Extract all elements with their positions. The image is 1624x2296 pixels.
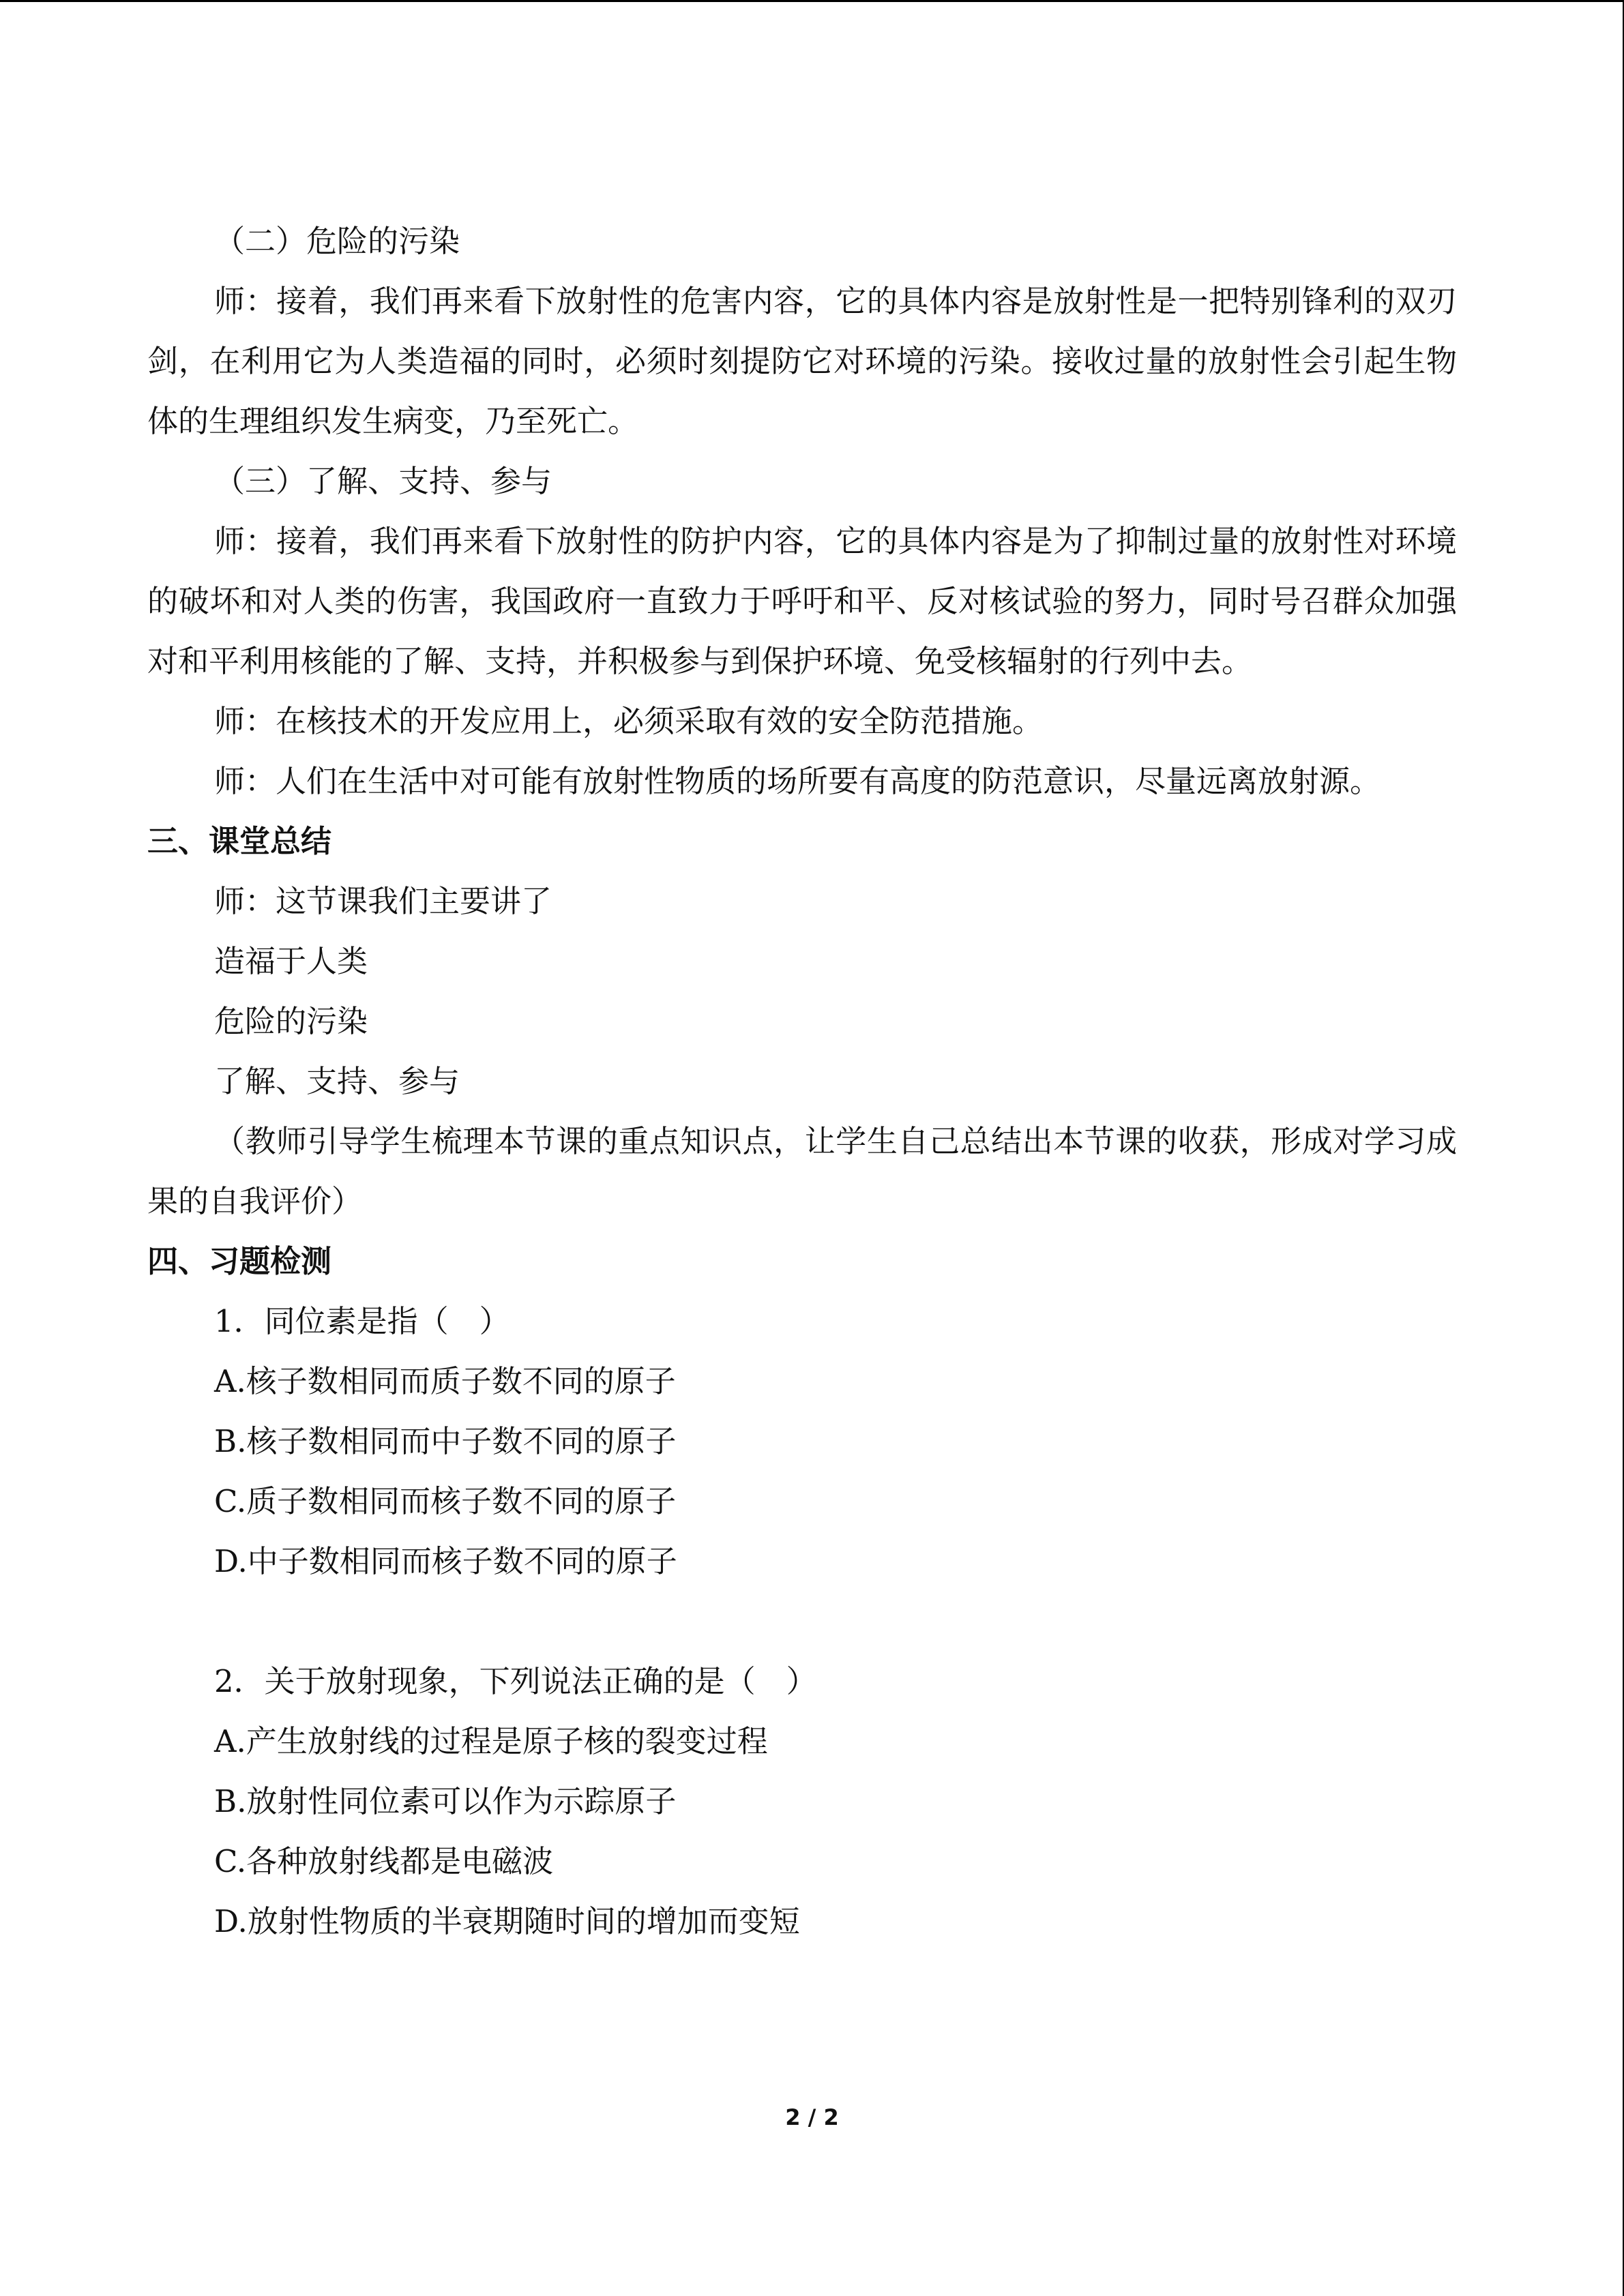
question-2-option: B.放射性同位素可以作为示踪原子 (214, 1783, 677, 1819)
question-2-option: A.产生放射线的过程是原子核的裂变过程 (214, 1723, 768, 1759)
summary-note: （教师引导学生梳理本节课的重点知识点，让学生自己总结出本节课的收获，形成对学习成果的自我评价） (147, 1123, 1457, 1219)
question-1-stem: 1．同位素是指（ ） (214, 1303, 510, 1339)
exercises-heading: 四、习题检测 (147, 1243, 332, 1279)
subsection-title-participate: （三）了解、支持、参与 (214, 463, 552, 499)
paragraph-protection: 师：接着，我们再来看下放射性的防护内容，它的具体内容是为了抑制过量的放射性对环境的破坏和对人类的伤害，我国政府一直致力于呼吁和平、反对核试验的努力，同时号召群众加强对和平利用核能的了解、支持，并积极参与到保护环境、免受核辐射的行列中去。 (147, 523, 1457, 679)
teacher-line-safety: 师：在核技术的开发应用上，必须采取有效的安全防范措施。 (214, 703, 1044, 739)
blank-line (147, 1592, 1457, 1652)
summary-item: 危险的污染 (214, 1003, 368, 1039)
subsection-title-pollution: （二）危险的污染 (214, 223, 460, 259)
question-2-option: C.各种放射线都是电磁波 (214, 1843, 554, 1879)
question-1-option: C.质子数相同而核子数不同的原子 (214, 1483, 677, 1519)
top-border-line (0, 0, 1624, 2)
document-page (147, 211, 1457, 1952)
question-1-option: A.核子数相同而质子数不同的原子 (214, 1363, 676, 1399)
question-2-option: D.放射性物质的半衰期随时间的增加而变短 (214, 1903, 800, 1939)
summary-item: 造福于人类 (214, 943, 368, 979)
question-2-stem: 2．关于放射现象，下列说法正确的是（ ） (214, 1663, 817, 1699)
paragraph-pollution: 师：接着，我们再来看下放射性的危害内容，它的具体内容是放射性是一把特别锋利的双刃剑，在利用它为人类造福的同时，必须时刻提防它对环境的污染。接收过量的放射性会引起生物体的生理组织发生病变，乃至死亡。 (147, 283, 1457, 439)
summary-item: 了解、支持、参与 (214, 1063, 460, 1099)
teacher-line-awareness: 师：人们在生活中对可能有放射性物质的场所要有高度的防范意识，尽量远离放射源。 (214, 763, 1381, 799)
page-number: 2 / 2 (785, 2104, 839, 2130)
summary-heading: 三、课堂总结 (147, 823, 332, 859)
question-1-option: B.核子数相同而中子数不同的原子 (214, 1423, 677, 1459)
question-1-option: D.中子数相同而核子数不同的原子 (214, 1543, 677, 1579)
summary-intro: 师：这节课我们主要讲了 (214, 883, 552, 919)
